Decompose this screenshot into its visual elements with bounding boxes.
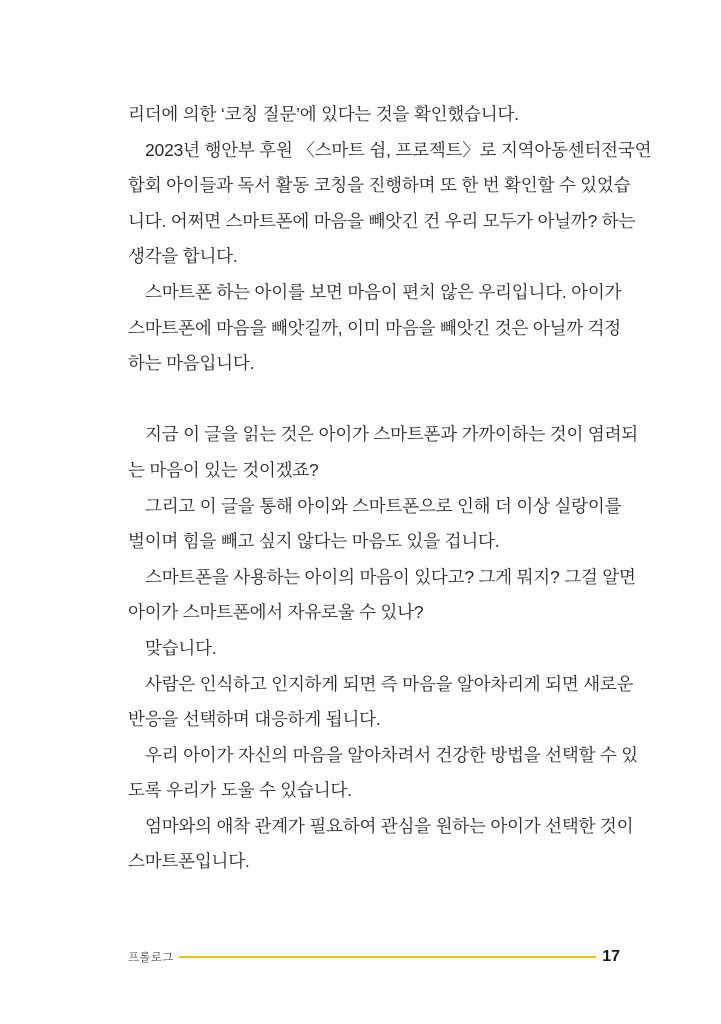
- text-line: 우리 아이가 자신의 마음을 알아차려서 건강한 방법을 선택할 수 있: [145, 744, 638, 765]
- text-line: 도록 우리가 도울 수 있습니다.: [128, 780, 352, 801]
- page-footer: [128, 945, 620, 969]
- text-line: 엄마와의 애착 관계가 필요하여 관심을 원하는 아이가 선택한 것이: [145, 815, 634, 836]
- text-line: 그리고 이 글을 통해 아이와 스마트폰으로 인해 더 이상 실랑이를: [145, 495, 622, 516]
- text-line: 아이가 스마트폰에서 자유로울 수 있나?: [128, 602, 424, 623]
- text-line: 는 마음이 있는 것이겠죠?: [128, 459, 319, 480]
- text-line: 지금 이 글을 읽는 것은 아이가 스마트폰과 가까이하는 것이 염려되: [145, 424, 638, 445]
- text-line: 2023년 행안부 후원 〈스마트 쉼, 프로젝트〉로 지역아동센터전국연: [145, 139, 652, 160]
- page-number: 17: [602, 948, 620, 965]
- text-line: 하는 마음입니다.: [128, 353, 255, 374]
- text-line: 맞습니다.: [145, 637, 217, 658]
- text-line: 스마트폰 하는 아이를 보면 마음이 편치 않은 우리입니다. 아이가: [145, 281, 622, 302]
- text-line: 생각을 합니다.: [128, 246, 238, 267]
- text-line: 합회 아이들과 독서 활동 코칭을 진행하며 또 한 번 확인할 수 있었습: [128, 175, 631, 196]
- footer-rule: [179, 956, 597, 958]
- text-line: 스마트폰입니다.: [128, 851, 250, 872]
- text-line: 사람은 인식하고 인지하게 되면 즉 마음을 알아차리게 되면 새로운: [145, 673, 634, 694]
- text-line: 반응을 선택하며 대응하게 됩니다.: [128, 709, 381, 730]
- body-text: [128, 97, 652, 880]
- text-line: 스마트폰에 마음을 빼앗길까, 이미 마음을 빼앗긴 것은 아닐까 걱정: [128, 317, 621, 338]
- section-label: 프롤로그: [128, 952, 174, 964]
- text-line: 스마트폰을 사용하는 아이의 마음이 있다고? 그게 뭐지? 그걸 알면: [145, 566, 636, 587]
- text-line: 벌이며 힘을 빼고 싶지 않다는 마음도 있을 겁니다.: [128, 531, 500, 552]
- text-line: 리더에 의한 ‘코칭 질문’에 있다는 것을 확인했습니다.: [128, 104, 519, 124]
- text-line: 니다. 어쩌면 스마트폰에 마음을 빼앗긴 건 우리 모두가 아닐까? 하는: [128, 210, 636, 231]
- paragraph-gap: [128, 382, 620, 418]
